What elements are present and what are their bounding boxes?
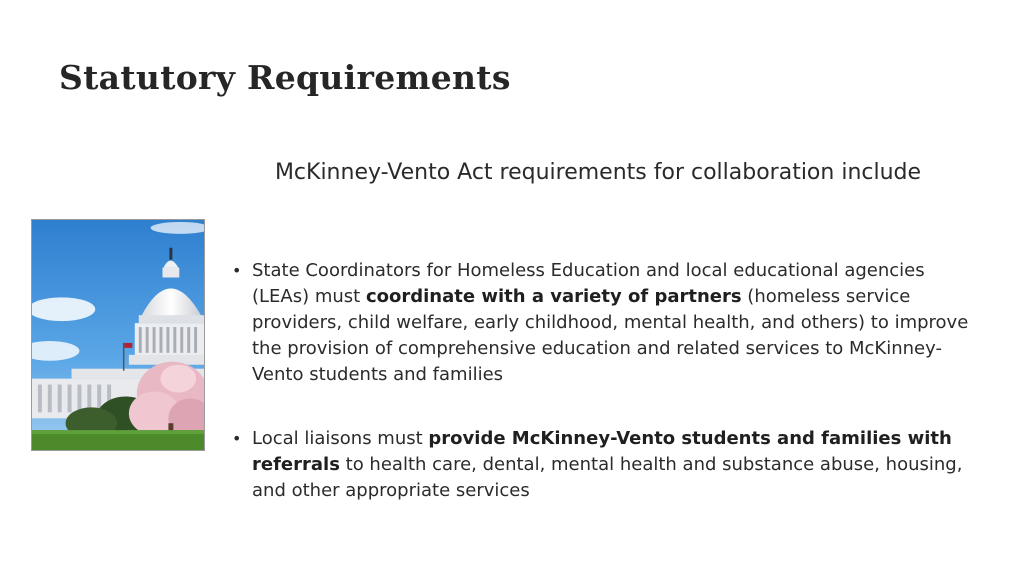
bullet-text: Local liaisons must <box>252 428 429 449</box>
bullet-emphasis: provide McKinney-Vento students and families with referrals <box>252 428 952 475</box>
slide-subtitle: McKinney-Vento Act requirements for collaboration include <box>274 160 922 185</box>
bullet-text: (homeless service providers, child welfare, early childhood, mental health, and others) to improve the provision of comprehensive education and related services to McKinney-Vento students and families <box>252 286 969 385</box>
bullet-list <box>230 258 970 542</box>
bullet-item <box>230 258 970 388</box>
slide-title: Statutory Requirements <box>59 58 511 97</box>
bullet-item <box>230 426 970 504</box>
bullet-text: State Coordinators for Homeless Education and local educational agencies (LEAs) must <box>252 260 925 307</box>
capitol-photo <box>31 219 205 451</box>
bullet-emphasis: coordinate with a variety of partners <box>365 286 742 307</box>
bullet-text: to health care, dental, mental health and substance abuse, housing, and other appropriate services <box>252 454 963 501</box>
us-capitol-photo-icon <box>32 220 204 450</box>
